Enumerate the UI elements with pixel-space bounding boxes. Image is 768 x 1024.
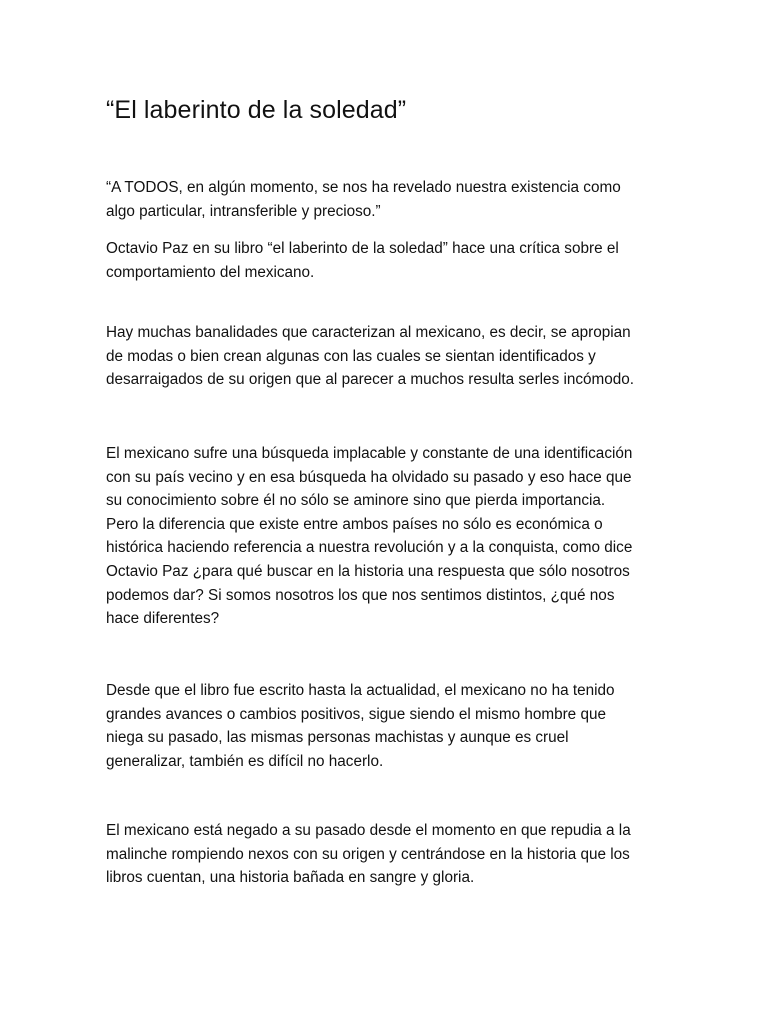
paragraph-line: su conocimiento sobre él no sólo se aminore sino que pierda importancia. xyxy=(106,492,606,510)
paragraph-line: hace diferentes? xyxy=(106,610,220,628)
paragraph-line: Desde que el libro fue escrito hasta la actualidad, el mexicano no ha tenido xyxy=(106,682,615,699)
paragraph-line: “A TODOS, en algún momento, se nos ha revelado nuestra existencia como xyxy=(106,179,621,196)
paragraph-line: grandes avances o cambios positivos, sigue siendo el mismo hombre que xyxy=(106,705,606,723)
paragraph-line: Octavio Paz en su libro “el laberinto de la soledad” hace una crítica sobre el xyxy=(106,240,619,257)
paragraph-line: Hay muchas banalidades que caracterizan al mexicano, es decir, se apropian xyxy=(106,324,631,341)
paragraph-line: con su país vecino y en esa búsqueda ha olvidado su pasado y eso hace que xyxy=(106,468,632,486)
paragraph-line: generalizar, también es difícil no hacerlo. xyxy=(106,752,384,770)
body-paragraph-1 xyxy=(106,321,680,392)
paragraph-line: libros cuentan, una historia bañada en sangre y gloria. xyxy=(106,869,475,887)
paragraph-line: niega su pasado, las mismas personas machistas y aunque es cruel xyxy=(106,729,569,747)
paragraph-line: podemos dar? Si somos nosotros los que nos sentimos distintos, ¿qué nos xyxy=(106,586,615,604)
paragraph-line: desarraigados de su origen que al parecer a muchos resulta serles incómodo. xyxy=(106,371,635,389)
body-paragraph-3 xyxy=(106,679,680,773)
intro-paragraph xyxy=(106,237,680,284)
document-title: “El laberinto de la soledad” xyxy=(106,96,407,124)
paragraph-line: Pero la diferencia que existe entre ambos países no sólo es económica o xyxy=(106,515,603,533)
paragraph-line: algo particular, intransferible y precioso.” xyxy=(106,202,381,220)
paragraph-line: histórica haciendo referencia a nuestra revolución y a la conquista, como dice xyxy=(106,539,633,557)
quote-paragraph xyxy=(106,176,680,223)
paragraph-line: comportamiento del mexicano. xyxy=(106,263,315,281)
paragraph-line: malinche rompiendo nexos con su origen y centrándose en la historia que los xyxy=(106,845,630,863)
paragraph-line: Octavio Paz ¿para qué buscar en la historia una respuesta que sólo nosotros xyxy=(106,562,630,580)
paragraph-line: de modas o bien crean algunas con las cuales se sientan identificados y xyxy=(106,347,596,365)
paragraph-line: El mexicano está negado a su pasado desde el momento en que repudia a la xyxy=(106,822,631,839)
paragraph-line: El mexicano sufre una búsqueda implacable y constante de una identificación xyxy=(106,445,633,462)
body-paragraph-2 xyxy=(106,442,680,631)
body-paragraph-4 xyxy=(106,819,680,890)
